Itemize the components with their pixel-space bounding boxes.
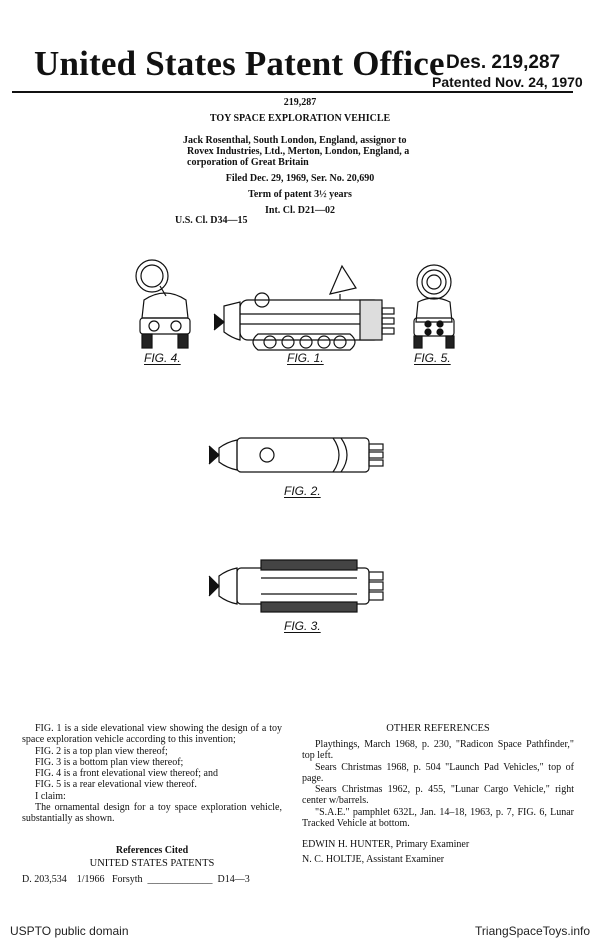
left-column bbox=[22, 723, 282, 825]
other-reference-3: Sears Christmas 1962, p. 455, "Lunar Cargo Vehicle," right center w/barrels. bbox=[302, 784, 574, 807]
int-cl-line: Int. Cl. D21—02 bbox=[264, 205, 335, 216]
fig1-drawing bbox=[210, 262, 400, 352]
us-patents-heading: UNITED STATES PATENTS bbox=[89, 858, 215, 869]
other-references-heading: OTHER REFERENCES bbox=[386, 723, 490, 734]
other-reference-4: "S.A.E." pamphlet 632L, Jan. 14–18, 1963, p. 7, FIG. 6, Lunar Tracked Vehicle at bottom. bbox=[302, 806, 574, 830]
footer-credit-right: TriangSpaceToys.info bbox=[475, 924, 590, 938]
fig2-drawing bbox=[205, 430, 395, 480]
term-line: Term of patent 3½ years bbox=[248, 189, 352, 200]
fig4-description: FIG. 4 is a front elevational view thereof; and bbox=[35, 768, 218, 780]
fig2-description: FIG. 2 is a top plan view thereof; bbox=[35, 745, 168, 757]
claim-heading: I claim: bbox=[35, 790, 66, 802]
fig2-label: FIG. 2. bbox=[284, 484, 321, 498]
references-cited-heading: References Cited bbox=[115, 845, 189, 856]
primary-examiner: EDWIN H. HUNTER, Primary Examiner bbox=[302, 839, 470, 850]
fig3-description: FIG. 3 is a bottom plan view thereof; bbox=[35, 756, 184, 768]
office-title: United States Patent Office bbox=[34, 44, 445, 83]
fig1-label: FIG. 1. bbox=[287, 351, 324, 365]
other-reference-2: Sears Christmas 1968, p. 504 "Launch Pad Vehicles," top of page. bbox=[302, 761, 574, 784]
inventor-line-1: Jack Rosenthal, South London, England, assignor to bbox=[183, 135, 407, 146]
fig5-drawing bbox=[404, 262, 464, 352]
fig5-label: FIG. 5. bbox=[414, 351, 451, 365]
claim-text: The ornamental design for a toy space exploration vehicle, substantially as shown. bbox=[22, 802, 282, 825]
us-cl-line: U.S. Cl. D34—15 bbox=[175, 215, 248, 226]
fig5-description: FIG. 5 is a rear elevational view thereof. bbox=[35, 779, 197, 791]
inventor-line-3: corporation of Great Britain bbox=[187, 157, 309, 168]
patented-date: Patented Nov. 24, 1970 bbox=[432, 74, 583, 90]
fig1-description: FIG. 1 is a side elevational view showing the design of a toy space exploration vehicle according to this invention; bbox=[22, 723, 282, 746]
filed-line: Filed Dec. 29, 1969, Ser. No. 20,690 bbox=[225, 173, 375, 184]
design-number: Des. 219,287 bbox=[446, 52, 561, 73]
fig3-drawing bbox=[205, 556, 395, 616]
fig3-label: FIG. 3. bbox=[284, 619, 321, 633]
patent-title: TOY SPACE EXPLORATION VEHICLE bbox=[209, 113, 391, 124]
assistant-examiner: N. C. HOLTJE, Assistant Examiner bbox=[302, 854, 445, 865]
fig4-label: FIG. 4. bbox=[144, 351, 181, 365]
right-column bbox=[302, 739, 574, 829]
inventor-line-2: Rovex Industries, Ltd., Merton, London, England, a bbox=[187, 146, 410, 157]
header-rule bbox=[12, 91, 573, 93]
other-reference-1: Playthings, March 1968, p. 230, "Radicon Space Pathfinder," top left. bbox=[302, 739, 574, 762]
fig4-drawing bbox=[130, 256, 200, 356]
footer-credit-left: USPTO public domain bbox=[10, 924, 129, 938]
patent-number: 219,287 bbox=[283, 97, 317, 108]
cited-patent-row: D. 203,534 1/1966 Forsyth _____________ D14—3 bbox=[22, 874, 250, 885]
